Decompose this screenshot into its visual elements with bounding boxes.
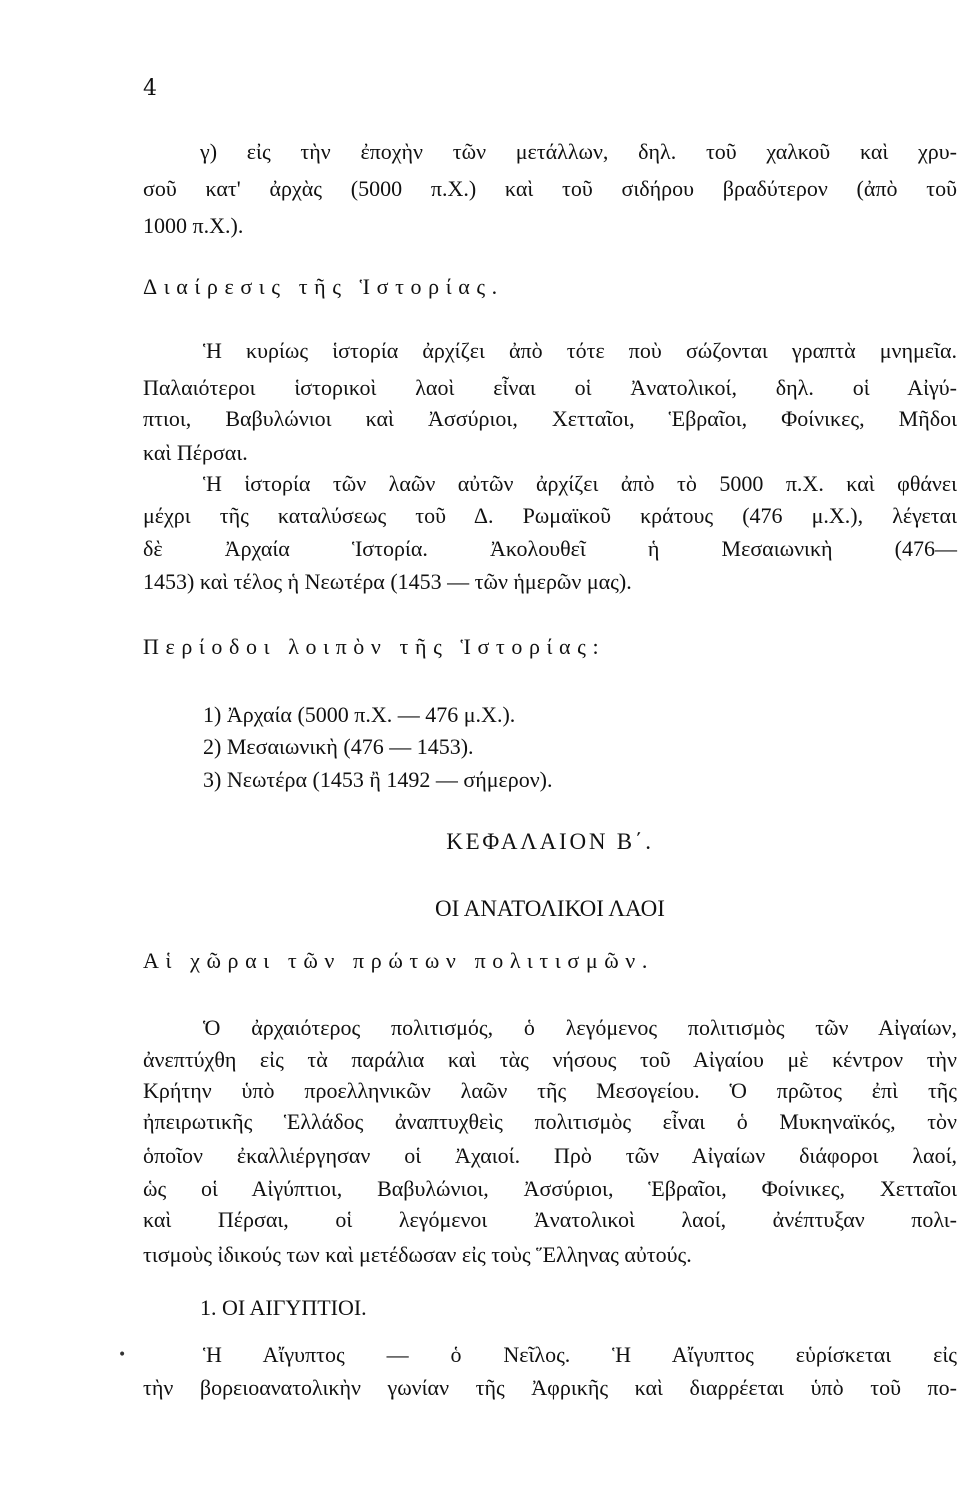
text-line: ὡς οἱ Αἰγύπτιοι, Βαβυλώνιοι, Ἀσσύριοι, Ἑβραῖοι, Φοίνικες, Χετταῖοι xyxy=(143,1176,957,1201)
list-item: 3) Νεωτέρα (1453 ἢ 1492 — σήμερον). xyxy=(203,767,553,792)
subsection-heading: 1. ΟΙ ΑΙΓΥΠΤΙΟΙ. xyxy=(200,1295,367,1320)
text-line: Ὁ ἀρχαιότερος πολιτισμός, ὁ λεγόμενος πολιτισμὸς τῶν Αἰγαίων, xyxy=(203,1015,957,1040)
text-line: Ἡ ἱστορία τῶν λαῶν αὐτῶν ἀρχίζει ἀπὸ τὸ 5000 π.Χ. καὶ φθάνει xyxy=(203,471,957,496)
text-line: Κρήτην ὑπὸ προελληνικῶν λαῶν τῆς Μεσογείου. Ὁ πρῶτος ἐπὶ τῆς xyxy=(143,1078,957,1103)
list-item: 1) Ἀρχαία (5000 π.Χ. — 476 μ.Χ.). xyxy=(203,702,516,727)
text-line: σοῦ κατ' ἀρχὰς (5000 π.Χ.) καὶ τοῦ σιδήρου βραδύτερον (ἀπὸ τοῦ xyxy=(143,176,957,201)
text-line: καὶ Πέρσαι, οἱ λεγόμενοι Ἀνατολικοὶ λαοί, ἀνέπτυξαν πολι- xyxy=(143,1207,957,1232)
text-line: μέχρι τῆς καταλύσεως τοῦ Δ. Ρωμαϊκοῦ κράτους (476 μ.Χ.), λέγεται xyxy=(143,503,957,528)
text-line: γ) εἰς τὴν ἐποχὴν τῶν μετάλλων, δηλ. τοῦ χαλκοῦ καὶ χρυ- xyxy=(200,139,957,164)
list-item: 2) Μεσαιωνικὴ (476 — 1453). xyxy=(203,734,474,759)
section-heading: Διαίρεσις τῆς Ἱστορίας. xyxy=(143,274,504,299)
text-line: Παλαιότεροι ἱστορικοὶ λαοὶ εἶναι οἱ Ἀνατολικοί, δηλ. οἱ Αἰγύ- xyxy=(143,375,957,400)
page-number: 4 xyxy=(143,76,157,101)
text-line: Ἡ Αἴγυπτος — ὁ Νεῖλος. Ἡ Αἴγυπτος εὑρίσκεται εἰς xyxy=(203,1342,957,1367)
text-line: πτιοι, Βαβυλώνιοι καὶ Ἀσσύριοι, Χετταῖοι, Ἑβραῖοι, Φοίνικες, Μῆδοι xyxy=(143,406,957,431)
text-line: 1000 π.Χ.). xyxy=(143,213,244,238)
text-line: 1453) καὶ τέλος ἡ Νεωτέρα (1453 — τῶν ἡμερῶν μας). xyxy=(143,569,632,594)
text-line: ὁποῖον ἐκαλλιέργησαν οἱ Ἀχαιοί. Πρὸ τῶν Αἰγαίων διάφοροι λαοί, xyxy=(143,1143,957,1168)
chapter-label: ΚΕΦΑΛΑΙΟΝ Β΄. xyxy=(446,829,654,854)
text-line: καὶ Πέρσαι. xyxy=(143,440,248,465)
section-heading: Περίοδοι λοιπὸν τῆς Ἱστορίας: xyxy=(143,634,606,659)
chapter-title: ΟΙ ΑΝΑΤΟΛΙΚΟΙ ΛΑΟΙ xyxy=(435,896,665,921)
text-line: ἀνεπτύχθη εἰς τὰ παράλια καὶ τὰς νήσους τοῦ Αἰγαίου μὲ κέντρον τὴν xyxy=(143,1047,957,1072)
text-line: τὴν βορειοανατολικὴν γωνίαν τῆς Ἀφρικῆς καὶ διαρρέεται ὑπὸ τοῦ πο- xyxy=(143,1375,957,1400)
margin-mark-icon: • xyxy=(118,1347,127,1363)
text-line: Ἡ κυρίως ἱστορία ἀρχίζει ἀπὸ τότε ποὺ σώζονται γραπτὰ μνημεῖα. xyxy=(203,338,957,363)
text-line: τισμοὺς ἰδικούς των καὶ μετέδωσαν εἰς τοὺς Ἕλληνας αὐτούς. xyxy=(143,1242,692,1267)
section-heading: Αἱ χῶραι τῶν πρώτων πολιτισμῶν. xyxy=(143,948,654,973)
text-line: δὲ Ἀρχαία Ἱστορία. Ἀκολουθεῖ ἡ Μεσαιωνικὴ (476— xyxy=(143,536,957,561)
text-line: ἠπειρωτικῆς Ἑλλάδος ἀναπτυχθεὶς πολιτισμὸς εἶναι ὁ Μυκηναϊκός, τὸν xyxy=(143,1109,957,1134)
